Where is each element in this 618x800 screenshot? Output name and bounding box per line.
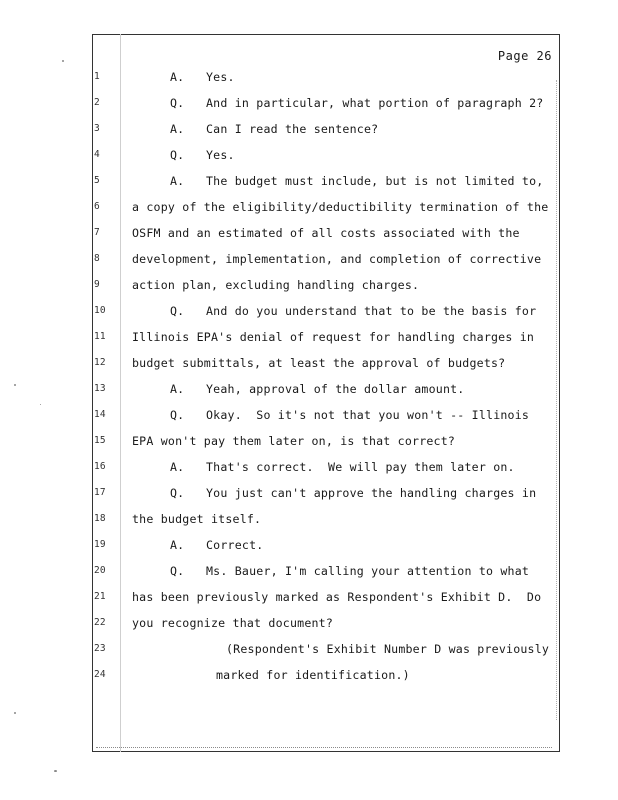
- speaker-label: Q.: [170, 408, 185, 422]
- line-number: 15: [94, 435, 106, 446]
- line-content: Okay. So it's not that you won't -- Illinois: [206, 408, 530, 422]
- transcript-line: [0, 666, 560, 684]
- line-text: [170, 484, 536, 502]
- line-content: a copy of the eligibility/deductibility termination of the: [132, 200, 549, 214]
- line-content: action plan, excluding handling charges.: [132, 278, 420, 292]
- transcript-line: [0, 172, 560, 190]
- line-number: 16: [94, 461, 106, 472]
- line-text: [170, 146, 235, 164]
- transcript-line: [0, 68, 560, 86]
- transcript-line: [0, 432, 560, 450]
- transcript-line: [0, 146, 560, 164]
- line-text: [170, 458, 515, 476]
- line-text: [170, 120, 378, 138]
- line-text: [170, 302, 536, 320]
- line-number: 8: [94, 253, 100, 264]
- speaker-label: A.: [170, 122, 185, 136]
- transcript-line: [0, 510, 560, 528]
- line-content: the budget itself.: [132, 512, 262, 526]
- transcript-line: [0, 484, 560, 502]
- line-content: Yes.: [206, 148, 235, 162]
- line-number: 19: [94, 539, 106, 550]
- line-number: 17: [94, 487, 106, 498]
- line-content: You just can't approve the handling charges in: [206, 486, 537, 500]
- scan-speck: [14, 384, 16, 386]
- line-content: (Respondent's Exhibit Number D was previously: [226, 642, 550, 656]
- speaker-label: Q.: [170, 486, 185, 500]
- line-number: 10: [94, 305, 106, 316]
- line-number: 18: [94, 513, 106, 524]
- line-content: Illinois EPA's denial of request for handling charges in: [132, 330, 535, 344]
- line-text: [170, 562, 529, 580]
- scan-speck: [62, 60, 64, 62]
- line-content: you recognize that document?: [132, 616, 334, 630]
- line-content: budget submittals, at least the approval of budgets?: [132, 356, 506, 370]
- transcript-line: [0, 354, 560, 372]
- line-content: Yes.: [206, 70, 235, 84]
- line-text: [170, 94, 543, 112]
- line-content: And do you understand that to be the basis for: [206, 304, 537, 318]
- transcript-line: [0, 640, 560, 658]
- line-content: Yeah, approval of the dollar amount.: [206, 382, 465, 396]
- line-content: OSFM and an estimated of all costs associated with the: [132, 226, 520, 240]
- line-number: 22: [94, 617, 106, 628]
- line-number: 7: [94, 227, 100, 238]
- line-text: [170, 172, 543, 190]
- line-number: 23: [94, 643, 106, 654]
- line-number: 5: [94, 175, 100, 186]
- line-text: [170, 536, 263, 554]
- line-content: Can I read the sentence?: [206, 122, 379, 136]
- line-number: 13: [94, 383, 106, 394]
- line-number: 4: [94, 149, 100, 160]
- line-number: 2: [94, 97, 100, 108]
- transcript-line: [0, 562, 560, 580]
- line-text: [170, 68, 235, 86]
- transcript-line: [0, 120, 560, 138]
- transcript-line: [0, 276, 560, 294]
- line-number: 11: [94, 331, 106, 342]
- line-text: [170, 406, 529, 424]
- transcript-line: [0, 302, 560, 320]
- line-content: Correct.: [206, 538, 264, 552]
- line-number: 14: [94, 409, 106, 420]
- speaker-label: A.: [170, 70, 185, 84]
- speaker-label: Q.: [170, 564, 185, 578]
- line-number: 24: [94, 669, 106, 680]
- transcript-line: [0, 224, 560, 242]
- speaker-label: Q.: [170, 304, 185, 318]
- speaker-label: A.: [170, 460, 185, 474]
- line-content: That's correct. We will pay them later on.: [206, 460, 515, 474]
- transcript-line: [0, 458, 560, 476]
- line-content: marked for identification.): [216, 668, 410, 682]
- line-number: 6: [94, 201, 100, 212]
- speaker-label: Q.: [170, 96, 185, 110]
- footer-scan-noise: [96, 747, 552, 750]
- line-number: 12: [94, 357, 106, 368]
- transcript-line: [0, 198, 560, 216]
- transcript-line: [0, 536, 560, 554]
- line-content: EPA won't pay them later on, is that correct?: [132, 434, 456, 448]
- line-number: 3: [94, 123, 100, 134]
- scan-speck: [40, 404, 41, 405]
- line-text: [170, 380, 464, 398]
- scan-speck: [54, 770, 57, 772]
- speaker-label: Q.: [170, 148, 185, 162]
- speaker-label: A.: [170, 174, 185, 188]
- speaker-label: A.: [170, 538, 185, 552]
- line-content: The budget must include, but is not limited to,: [206, 174, 544, 188]
- transcript-line: [0, 380, 560, 398]
- transcript-line: [0, 614, 560, 632]
- transcript-line: [0, 406, 560, 424]
- line-number: 1: [94, 71, 100, 82]
- line-content: development, implementation, and completion of corrective: [132, 252, 542, 266]
- scan-speck: [14, 712, 16, 714]
- line-content: And in particular, what portion of paragraph 2?: [206, 96, 544, 110]
- line-number: 21: [94, 591, 106, 602]
- line-content: Ms. Bauer, I'm calling your attention to what: [206, 564, 530, 578]
- line-number: 20: [94, 565, 106, 576]
- speaker-label: A.: [170, 382, 185, 396]
- transcript-line: [0, 250, 560, 268]
- page-number: Page 26: [497, 49, 552, 63]
- line-content: has been previously marked as Respondent's Exhibit D. Do: [132, 590, 542, 604]
- line-number: 9: [94, 279, 100, 290]
- transcript-line: [0, 328, 560, 346]
- transcript-line: [0, 94, 560, 112]
- transcript-line: [0, 588, 560, 606]
